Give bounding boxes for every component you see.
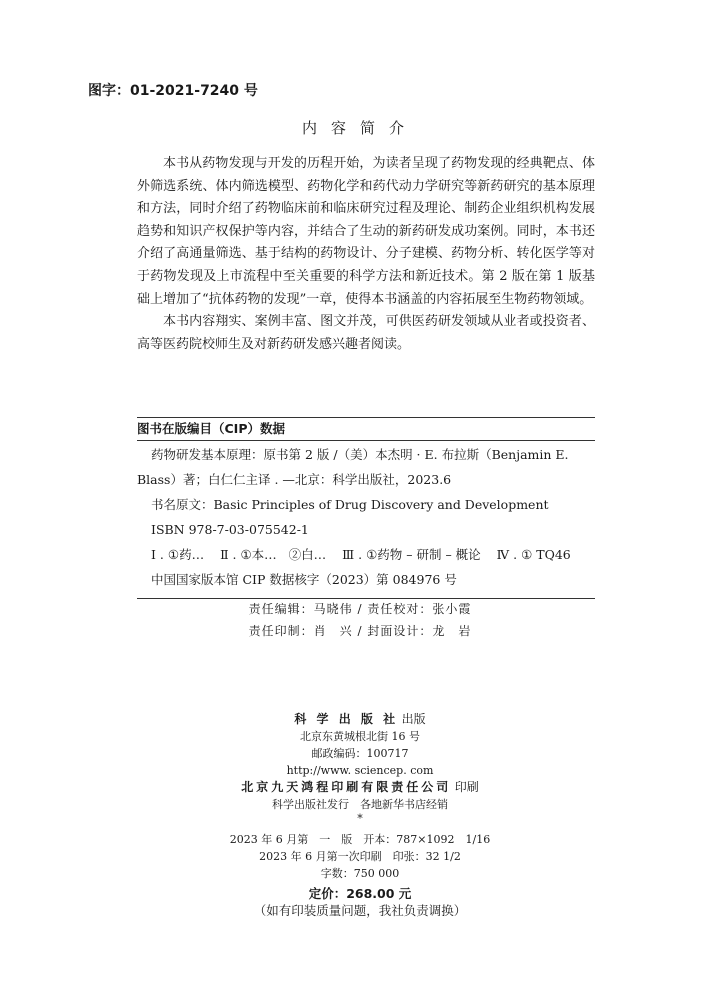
cip-isbn: ISBN 978-7-03-075542-1 (151, 522, 309, 537)
section-title: 内容简介 (301, 119, 418, 137)
imprint-separator: * (357, 812, 363, 825)
cip-class-2: Ⅱ . ①本… ②白… (220, 547, 327, 562)
distribution-line: 科学出版社发行 各地新华书店经销 (272, 798, 448, 811)
cip-class-4: Ⅳ . ① TQ46 (496, 547, 571, 562)
cip-heading-rule (137, 440, 595, 441)
cip-description: 药物研发基本原理：原书第 2 版 /（美）本杰明 · E. 布拉斯（Benjamin E. Blass）著；白仁仁主译 . —北京：科学出版社，2023.6 (137, 447, 569, 487)
printer-line (0, 779, 720, 796)
summary-paragraph-1: 本书从药物发现与开发的历程开始，为读者呈现了药物发现的经典靶点、体外筛选系统、体内筛选模型、药物化学和药代动力学研究等新药研究的基本原理和方法，同时介绍了药物临床前和临床研究过程及理论、制药企业组织机构发展趋势和知识产权保护等内容，并结合了生动的新药研发成功案例。同时，本书还介绍了高通量筛选、基于结构的药物设计、分子建模、药物分析、转化医学等对于药物发现及上市流程中至关重要的科学方法和新近技术。第 2 版在第 1 版基础上增加了“抗体药物的发现”一章，使得本书涵盖的内容拓展至生物药物领域。 (137, 156, 595, 307)
edition-line: 2023 年 6 月第 一 版 开本：787×1092 1/16 (229, 833, 491, 846)
cip-class-3: Ⅲ . ①药物 – 研制 – 概论 (342, 547, 481, 562)
summary-paragraph-2: 本书内容翔实、案例丰富、图文并茂，可供医药研发领域从业者或投资者、高等医药院校师生及对新药研发感兴趣者阅读。 (137, 314, 595, 352)
copyright-contract-number: 图字：01-2021-7240 号 (88, 83, 258, 99)
cip-heading: 图书在版编目（CIP）数据 (137, 421, 285, 436)
publisher-address: 北京东黄城根北街 16 号 (300, 730, 420, 743)
publisher-postcode: 邮政编码：100717 (311, 747, 409, 760)
cip-top-rule (137, 417, 595, 418)
quality-notice: （如有印装质量问题，我社负责调换） (253, 903, 467, 918)
publisher-suffix: 出版 (401, 712, 426, 726)
cip-class-1: Ⅰ . ①药… (151, 547, 205, 562)
cip-data-block (137, 419, 595, 592)
imprint-block (0, 711, 720, 919)
cip-number: 中国国家版本馆 CIP 数据核字（2023）第 084976 号 (151, 572, 457, 587)
price: 定价：268.00 元 (308, 886, 412, 901)
cip-original-title: 书名原文：Basic Principles of Drug Discovery and Development (151, 497, 549, 512)
printer-suffix: 印刷 (454, 780, 479, 794)
publisher-line (0, 711, 720, 728)
staff-line-1: 责任编辑：马晓伟 / 责任校对：张小霞 (248, 602, 472, 616)
printing-line: 2023 年 6 月第一次印刷 印张：32 1/2 (259, 850, 461, 863)
word-count: 字数：750 000 (320, 867, 400, 880)
publisher-name: 科 学 出 版 社 (294, 712, 399, 726)
publisher-website: http://www. sciencep. com (286, 764, 434, 777)
cip-classification (137, 542, 595, 567)
content-summary (137, 153, 595, 356)
staff-line-2: 责任印制：肖 兴 / 封面设计：龙 岩 (248, 624, 472, 638)
printer-name: 北京九天鸿程印刷有限责任公司 (241, 780, 452, 794)
